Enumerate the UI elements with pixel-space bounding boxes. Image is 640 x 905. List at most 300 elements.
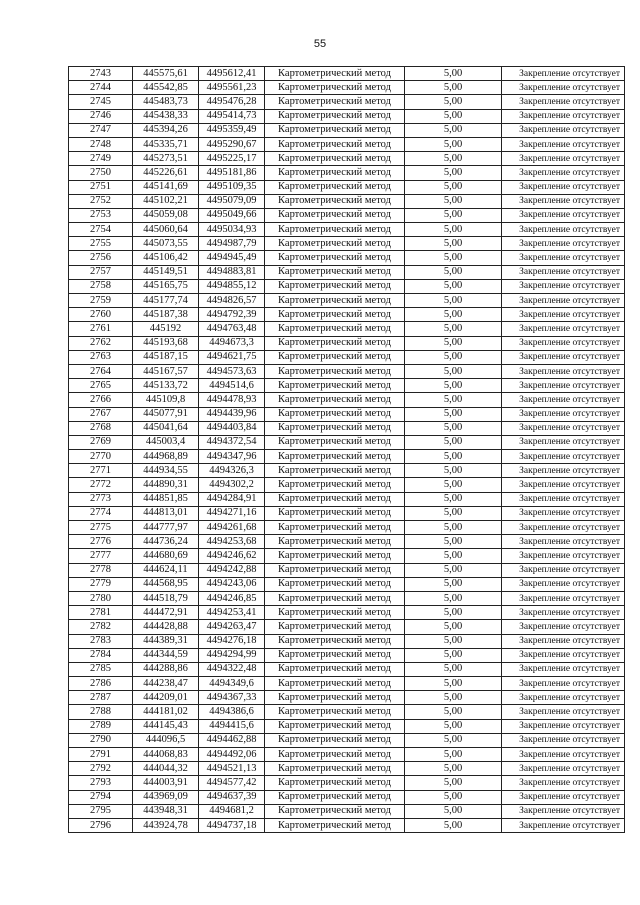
y-coordinate-cell: 4494243,06 bbox=[199, 577, 265, 591]
method-cell: Картометрический метод bbox=[265, 620, 405, 634]
point-number-cell: 2782 bbox=[69, 620, 133, 634]
table-row bbox=[69, 818, 625, 832]
method-cell: Картометрический метод bbox=[265, 350, 405, 364]
y-coordinate-cell: 4494462,88 bbox=[199, 733, 265, 747]
status-cell: Закрепление отсутствует bbox=[502, 265, 625, 279]
status-cell: Закрепление отсутствует bbox=[502, 364, 625, 378]
status-cell: Закрепление отсутствует bbox=[502, 620, 625, 634]
accuracy-cell: 5,00 bbox=[405, 208, 502, 222]
table-row bbox=[69, 478, 625, 492]
status-cell: Закрепление отсутствует bbox=[502, 691, 625, 705]
y-coordinate-cell: 4494403,84 bbox=[199, 421, 265, 435]
accuracy-cell: 5,00 bbox=[405, 393, 502, 407]
method-cell: Картометрический метод bbox=[265, 364, 405, 378]
y-coordinate-cell: 4495476,28 bbox=[199, 95, 265, 109]
x-coordinate-cell: 445575,61 bbox=[133, 67, 199, 81]
table-row bbox=[69, 407, 625, 421]
status-cell: Закрепление отсутствует bbox=[502, 180, 625, 194]
y-coordinate-cell: 4494349,6 bbox=[199, 677, 265, 691]
table-row bbox=[69, 506, 625, 520]
accuracy-cell: 5,00 bbox=[405, 521, 502, 535]
method-cell: Картометрический метод bbox=[265, 393, 405, 407]
accuracy-cell: 5,00 bbox=[405, 804, 502, 818]
method-cell: Картометрический метод bbox=[265, 677, 405, 691]
method-cell: Картометрический метод bbox=[265, 308, 405, 322]
method-cell: Картометрический метод bbox=[265, 265, 405, 279]
y-coordinate-cell: 4494945,49 bbox=[199, 251, 265, 265]
point-number-cell: 2758 bbox=[69, 279, 133, 293]
point-number-cell: 2749 bbox=[69, 152, 133, 166]
status-cell: Закрепление отсутствует bbox=[502, 152, 625, 166]
table-row bbox=[69, 81, 625, 95]
y-coordinate-cell: 4494284,91 bbox=[199, 492, 265, 506]
status-cell: Закрепление отсутствует bbox=[502, 549, 625, 563]
y-coordinate-cell: 4495414,73 bbox=[199, 109, 265, 123]
point-number-cell: 2779 bbox=[69, 577, 133, 591]
accuracy-cell: 5,00 bbox=[405, 790, 502, 804]
method-cell: Картометрический метод bbox=[265, 435, 405, 449]
table-row bbox=[69, 691, 625, 705]
point-number-cell: 2756 bbox=[69, 251, 133, 265]
point-number-cell: 2784 bbox=[69, 648, 133, 662]
x-coordinate-cell: 444518,79 bbox=[133, 591, 199, 605]
y-coordinate-cell: 4494253,41 bbox=[199, 606, 265, 620]
table-row bbox=[69, 251, 625, 265]
x-coordinate-cell: 445073,55 bbox=[133, 237, 199, 251]
method-cell: Картометрический метод bbox=[265, 790, 405, 804]
x-coordinate-cell: 445187,15 bbox=[133, 350, 199, 364]
x-coordinate-cell: 444736,24 bbox=[133, 535, 199, 549]
x-coordinate-cell: 445059,08 bbox=[133, 208, 199, 222]
accuracy-cell: 5,00 bbox=[405, 492, 502, 506]
y-coordinate-cell: 4494415,6 bbox=[199, 719, 265, 733]
table-row bbox=[69, 606, 625, 620]
x-coordinate-cell: 445167,57 bbox=[133, 364, 199, 378]
y-coordinate-cell: 4494577,42 bbox=[199, 776, 265, 790]
x-coordinate-cell: 445335,71 bbox=[133, 137, 199, 151]
point-number-cell: 2753 bbox=[69, 208, 133, 222]
y-coordinate-cell: 4494514,6 bbox=[199, 379, 265, 393]
point-number-cell: 2754 bbox=[69, 223, 133, 237]
accuracy-cell: 5,00 bbox=[405, 237, 502, 251]
point-number-cell: 2788 bbox=[69, 705, 133, 719]
status-cell: Закрепление отсутствует bbox=[502, 237, 625, 251]
table-row bbox=[69, 322, 625, 336]
point-number-cell: 2774 bbox=[69, 506, 133, 520]
y-coordinate-cell: 4494347,96 bbox=[199, 450, 265, 464]
point-number-cell: 2776 bbox=[69, 535, 133, 549]
y-coordinate-cell: 4495290,67 bbox=[199, 137, 265, 151]
table-row bbox=[69, 435, 625, 449]
method-cell: Картометрический метод bbox=[265, 322, 405, 336]
method-cell: Картометрический метод bbox=[265, 95, 405, 109]
method-cell: Картометрический метод bbox=[265, 67, 405, 81]
method-cell: Картометрический метод bbox=[265, 662, 405, 676]
y-coordinate-cell: 4494621,75 bbox=[199, 350, 265, 364]
table-row bbox=[69, 776, 625, 790]
point-number-cell: 2765 bbox=[69, 379, 133, 393]
x-coordinate-cell: 444851,85 bbox=[133, 492, 199, 506]
accuracy-cell: 5,00 bbox=[405, 606, 502, 620]
x-coordinate-cell: 445273,51 bbox=[133, 152, 199, 166]
method-cell: Картометрический метод bbox=[265, 123, 405, 137]
y-coordinate-cell: 4495109,35 bbox=[199, 180, 265, 194]
y-coordinate-cell: 4494242,88 bbox=[199, 563, 265, 577]
y-coordinate-cell: 4494276,18 bbox=[199, 634, 265, 648]
table-row bbox=[69, 152, 625, 166]
table-row bbox=[69, 350, 625, 364]
table-row bbox=[69, 648, 625, 662]
y-coordinate-cell: 4495225,17 bbox=[199, 152, 265, 166]
accuracy-cell: 5,00 bbox=[405, 464, 502, 478]
point-number-cell: 2755 bbox=[69, 237, 133, 251]
accuracy-cell: 5,00 bbox=[405, 421, 502, 435]
point-number-cell: 2793 bbox=[69, 776, 133, 790]
point-number-cell: 2783 bbox=[69, 634, 133, 648]
point-number-cell: 2781 bbox=[69, 606, 133, 620]
point-number-cell: 2771 bbox=[69, 464, 133, 478]
accuracy-cell: 5,00 bbox=[405, 435, 502, 449]
table-row bbox=[69, 535, 625, 549]
status-cell: Закрепление отсутствует bbox=[502, 790, 625, 804]
table-row bbox=[69, 379, 625, 393]
accuracy-cell: 5,00 bbox=[405, 818, 502, 832]
accuracy-cell: 5,00 bbox=[405, 180, 502, 194]
point-number-cell: 2747 bbox=[69, 123, 133, 137]
accuracy-cell: 5,00 bbox=[405, 634, 502, 648]
y-coordinate-cell: 4494263,47 bbox=[199, 620, 265, 634]
table-row bbox=[69, 194, 625, 208]
x-coordinate-cell: 445077,91 bbox=[133, 407, 199, 421]
table-row bbox=[69, 208, 625, 222]
accuracy-cell: 5,00 bbox=[405, 223, 502, 237]
table-row bbox=[69, 166, 625, 180]
x-coordinate-cell: 445542,85 bbox=[133, 81, 199, 95]
table-row bbox=[69, 308, 625, 322]
table-row bbox=[69, 336, 625, 350]
x-coordinate-cell: 444624,11 bbox=[133, 563, 199, 577]
accuracy-cell: 5,00 bbox=[405, 109, 502, 123]
x-coordinate-cell: 445483,73 bbox=[133, 95, 199, 109]
method-cell: Картометрический метод bbox=[265, 294, 405, 308]
x-coordinate-cell: 444389,31 bbox=[133, 634, 199, 648]
accuracy-cell: 5,00 bbox=[405, 152, 502, 166]
method-cell: Картометрический метод bbox=[265, 606, 405, 620]
table-row bbox=[69, 549, 625, 563]
point-number-cell: 2745 bbox=[69, 95, 133, 109]
table-row bbox=[69, 662, 625, 676]
y-coordinate-cell: 4494855,12 bbox=[199, 279, 265, 293]
method-cell: Картометрический метод bbox=[265, 81, 405, 95]
status-cell: Закрепление отсутствует bbox=[502, 634, 625, 648]
method-cell: Картометрический метод bbox=[265, 818, 405, 832]
x-coordinate-cell: 445133,72 bbox=[133, 379, 199, 393]
x-coordinate-cell: 445226,61 bbox=[133, 166, 199, 180]
status-cell: Закрепление отсутствует bbox=[502, 251, 625, 265]
x-coordinate-cell: 444777,97 bbox=[133, 521, 199, 535]
point-number-cell: 2768 bbox=[69, 421, 133, 435]
point-number-cell: 2752 bbox=[69, 194, 133, 208]
accuracy-cell: 5,00 bbox=[405, 407, 502, 421]
point-number-cell: 2770 bbox=[69, 450, 133, 464]
status-cell: Закрепление отсутствует bbox=[502, 762, 625, 776]
status-cell: Закрепление отсутствует bbox=[502, 407, 625, 421]
point-number-cell: 2775 bbox=[69, 521, 133, 535]
x-coordinate-cell: 443948,31 bbox=[133, 804, 199, 818]
y-coordinate-cell: 4494763,48 bbox=[199, 322, 265, 336]
method-cell: Картометрический метод bbox=[265, 407, 405, 421]
point-number-cell: 2757 bbox=[69, 265, 133, 279]
x-coordinate-cell: 445109,8 bbox=[133, 393, 199, 407]
y-coordinate-cell: 4494737,18 bbox=[199, 818, 265, 832]
table-row bbox=[69, 521, 625, 535]
x-coordinate-cell: 445102,21 bbox=[133, 194, 199, 208]
x-coordinate-cell: 444568,95 bbox=[133, 577, 199, 591]
method-cell: Картометрический метод bbox=[265, 648, 405, 662]
y-coordinate-cell: 4494673,3 bbox=[199, 336, 265, 350]
method-cell: Картометрический метод bbox=[265, 506, 405, 520]
table-row bbox=[69, 95, 625, 109]
table-row bbox=[69, 563, 625, 577]
status-cell: Закрепление отсутствует bbox=[502, 804, 625, 818]
method-cell: Картометрический метод bbox=[265, 719, 405, 733]
accuracy-cell: 5,00 bbox=[405, 336, 502, 350]
accuracy-cell: 5,00 bbox=[405, 506, 502, 520]
y-coordinate-cell: 4494322,48 bbox=[199, 662, 265, 676]
point-number-cell: 2764 bbox=[69, 364, 133, 378]
status-cell: Закрепление отсутствует bbox=[502, 464, 625, 478]
accuracy-cell: 5,00 bbox=[405, 478, 502, 492]
table-row bbox=[69, 364, 625, 378]
method-cell: Картометрический метод bbox=[265, 577, 405, 591]
status-cell: Закрепление отсутствует bbox=[502, 350, 625, 364]
x-coordinate-cell: 444096,5 bbox=[133, 733, 199, 747]
method-cell: Картометрический метод bbox=[265, 705, 405, 719]
accuracy-cell: 5,00 bbox=[405, 776, 502, 790]
point-number-cell: 2762 bbox=[69, 336, 133, 350]
point-number-cell: 2751 bbox=[69, 180, 133, 194]
accuracy-cell: 5,00 bbox=[405, 535, 502, 549]
point-number-cell: 2777 bbox=[69, 549, 133, 563]
point-number-cell: 2744 bbox=[69, 81, 133, 95]
y-coordinate-cell: 4495034,93 bbox=[199, 223, 265, 237]
status-cell: Закрепление отсутствует bbox=[502, 748, 625, 762]
x-coordinate-cell: 445141,69 bbox=[133, 180, 199, 194]
y-coordinate-cell: 4495181,86 bbox=[199, 166, 265, 180]
y-coordinate-cell: 4495612,41 bbox=[199, 67, 265, 81]
status-cell: Закрепление отсутствует bbox=[502, 719, 625, 733]
y-coordinate-cell: 4494261,68 bbox=[199, 521, 265, 535]
x-coordinate-cell: 444428,88 bbox=[133, 620, 199, 634]
status-cell: Закрепление отсутствует bbox=[502, 379, 625, 393]
table-row bbox=[69, 790, 625, 804]
accuracy-cell: 5,00 bbox=[405, 364, 502, 378]
status-cell: Закрепление отсутствует bbox=[502, 648, 625, 662]
method-cell: Картометрический метод bbox=[265, 152, 405, 166]
status-cell: Закрепление отсутствует bbox=[502, 223, 625, 237]
accuracy-cell: 5,00 bbox=[405, 748, 502, 762]
point-number-cell: 2778 bbox=[69, 563, 133, 577]
table-row bbox=[69, 223, 625, 237]
status-cell: Закрепление отсутствует bbox=[502, 535, 625, 549]
method-cell: Картометрический метод bbox=[265, 492, 405, 506]
method-cell: Картометрический метод bbox=[265, 421, 405, 435]
method-cell: Картометрический метод bbox=[265, 691, 405, 705]
accuracy-cell: 5,00 bbox=[405, 123, 502, 137]
accuracy-cell: 5,00 bbox=[405, 733, 502, 747]
x-coordinate-cell: 444890,31 bbox=[133, 478, 199, 492]
x-coordinate-cell: 445192 bbox=[133, 322, 199, 336]
status-cell: Закрепление отсутствует bbox=[502, 818, 625, 832]
y-coordinate-cell: 4494573,63 bbox=[199, 364, 265, 378]
status-cell: Закрепление отсутствует bbox=[502, 95, 625, 109]
accuracy-cell: 5,00 bbox=[405, 350, 502, 364]
table-row bbox=[69, 123, 625, 137]
accuracy-cell: 5,00 bbox=[405, 81, 502, 95]
method-cell: Картометрический метод bbox=[265, 251, 405, 265]
method-cell: Картометрический метод bbox=[265, 180, 405, 194]
point-number-cell: 2791 bbox=[69, 748, 133, 762]
status-cell: Закрепление отсутствует bbox=[502, 393, 625, 407]
accuracy-cell: 5,00 bbox=[405, 265, 502, 279]
method-cell: Картометрический метод bbox=[265, 194, 405, 208]
point-number-cell: 2759 bbox=[69, 294, 133, 308]
y-coordinate-cell: 4494492,06 bbox=[199, 748, 265, 762]
method-cell: Картометрический метод bbox=[265, 279, 405, 293]
x-coordinate-cell: 444003,91 bbox=[133, 776, 199, 790]
table-row bbox=[69, 265, 625, 279]
page-number: 55 bbox=[313, 38, 327, 50]
method-cell: Картометрический метод bbox=[265, 336, 405, 350]
table-row bbox=[69, 591, 625, 605]
status-cell: Закрепление отсутствует bbox=[502, 506, 625, 520]
status-cell: Закрепление отсутствует bbox=[502, 677, 625, 691]
y-coordinate-cell: 4494439,96 bbox=[199, 407, 265, 421]
table-row bbox=[69, 421, 625, 435]
y-coordinate-cell: 4495359,49 bbox=[199, 123, 265, 137]
status-cell: Закрепление отсутствует bbox=[502, 279, 625, 293]
method-cell: Картометрический метод bbox=[265, 804, 405, 818]
x-coordinate-cell: 445041,64 bbox=[133, 421, 199, 435]
x-coordinate-cell: 444813,01 bbox=[133, 506, 199, 520]
point-number-cell: 2785 bbox=[69, 662, 133, 676]
y-coordinate-cell: 4494271,16 bbox=[199, 506, 265, 520]
accuracy-cell: 5,00 bbox=[405, 251, 502, 265]
y-coordinate-cell: 4494246,85 bbox=[199, 591, 265, 605]
accuracy-cell: 5,00 bbox=[405, 591, 502, 605]
x-coordinate-cell: 445193,68 bbox=[133, 336, 199, 350]
table-row bbox=[69, 450, 625, 464]
status-cell: Закрепление отсутствует bbox=[502, 776, 625, 790]
accuracy-cell: 5,00 bbox=[405, 450, 502, 464]
method-cell: Картометрический метод bbox=[265, 237, 405, 251]
x-coordinate-cell: 444145,43 bbox=[133, 719, 199, 733]
method-cell: Картометрический метод bbox=[265, 379, 405, 393]
status-cell: Закрепление отсутствует bbox=[502, 81, 625, 95]
accuracy-cell: 5,00 bbox=[405, 279, 502, 293]
status-cell: Закрепление отсутствует bbox=[502, 194, 625, 208]
table-row bbox=[69, 67, 625, 81]
table-row bbox=[69, 620, 625, 634]
x-coordinate-cell: 444209,01 bbox=[133, 691, 199, 705]
accuracy-cell: 5,00 bbox=[405, 691, 502, 705]
table-row bbox=[69, 294, 625, 308]
accuracy-cell: 5,00 bbox=[405, 194, 502, 208]
status-cell: Закрепление отсутствует bbox=[502, 123, 625, 137]
y-coordinate-cell: 4494681,2 bbox=[199, 804, 265, 818]
coordinates-table bbox=[68, 66, 625, 833]
status-cell: Закрепление отсутствует bbox=[502, 450, 625, 464]
y-coordinate-cell: 4494294,99 bbox=[199, 648, 265, 662]
status-cell: Закрепление отсутствует bbox=[502, 435, 625, 449]
point-number-cell: 2792 bbox=[69, 762, 133, 776]
point-number-cell: 2760 bbox=[69, 308, 133, 322]
point-number-cell: 2795 bbox=[69, 804, 133, 818]
table-row bbox=[69, 137, 625, 151]
status-cell: Закрепление отсутствует bbox=[502, 705, 625, 719]
status-cell: Закрепление отсутствует bbox=[502, 336, 625, 350]
accuracy-cell: 5,00 bbox=[405, 563, 502, 577]
table-row bbox=[69, 237, 625, 251]
table-row bbox=[69, 393, 625, 407]
status-cell: Закрепление отсутствует bbox=[502, 421, 625, 435]
table-row bbox=[69, 109, 625, 123]
x-coordinate-cell: 445106,42 bbox=[133, 251, 199, 265]
status-cell: Закрепление отсутствует bbox=[502, 563, 625, 577]
accuracy-cell: 5,00 bbox=[405, 620, 502, 634]
method-cell: Картометрический метод bbox=[265, 762, 405, 776]
status-cell: Закрепление отсутствует bbox=[502, 322, 625, 336]
y-coordinate-cell: 4494246,62 bbox=[199, 549, 265, 563]
x-coordinate-cell: 444238,47 bbox=[133, 677, 199, 691]
accuracy-cell: 5,00 bbox=[405, 577, 502, 591]
x-coordinate-cell: 445438,33 bbox=[133, 109, 199, 123]
table-row bbox=[69, 180, 625, 194]
point-number-cell: 2786 bbox=[69, 677, 133, 691]
x-coordinate-cell: 444934,55 bbox=[133, 464, 199, 478]
point-number-cell: 2796 bbox=[69, 818, 133, 832]
x-coordinate-cell: 444472,91 bbox=[133, 606, 199, 620]
point-number-cell: 2787 bbox=[69, 691, 133, 705]
accuracy-cell: 5,00 bbox=[405, 137, 502, 151]
accuracy-cell: 5,00 bbox=[405, 677, 502, 691]
x-coordinate-cell: 443969,09 bbox=[133, 790, 199, 804]
method-cell: Картометрический метод bbox=[265, 208, 405, 222]
table-row bbox=[69, 577, 625, 591]
x-coordinate-cell: 443924,78 bbox=[133, 818, 199, 832]
table-row bbox=[69, 279, 625, 293]
point-number-cell: 2766 bbox=[69, 393, 133, 407]
method-cell: Картометрический метод bbox=[265, 450, 405, 464]
status-cell: Закрепление отсутствует bbox=[502, 208, 625, 222]
y-coordinate-cell: 4495079,09 bbox=[199, 194, 265, 208]
accuracy-cell: 5,00 bbox=[405, 705, 502, 719]
table-row bbox=[69, 492, 625, 506]
status-cell: Закрепление отсутствует bbox=[502, 67, 625, 81]
accuracy-cell: 5,00 bbox=[405, 67, 502, 81]
x-coordinate-cell: 445394,26 bbox=[133, 123, 199, 137]
x-coordinate-cell: 444968,89 bbox=[133, 450, 199, 464]
point-number-cell: 2772 bbox=[69, 478, 133, 492]
accuracy-cell: 5,00 bbox=[405, 308, 502, 322]
x-coordinate-cell: 445060,64 bbox=[133, 223, 199, 237]
status-cell: Закрепление отсутствует bbox=[502, 591, 625, 605]
table-row bbox=[69, 634, 625, 648]
method-cell: Картометрический метод bbox=[265, 223, 405, 237]
y-coordinate-cell: 4494637,39 bbox=[199, 790, 265, 804]
accuracy-cell: 5,00 bbox=[405, 549, 502, 563]
status-cell: Закрепление отсутствует bbox=[502, 492, 625, 506]
